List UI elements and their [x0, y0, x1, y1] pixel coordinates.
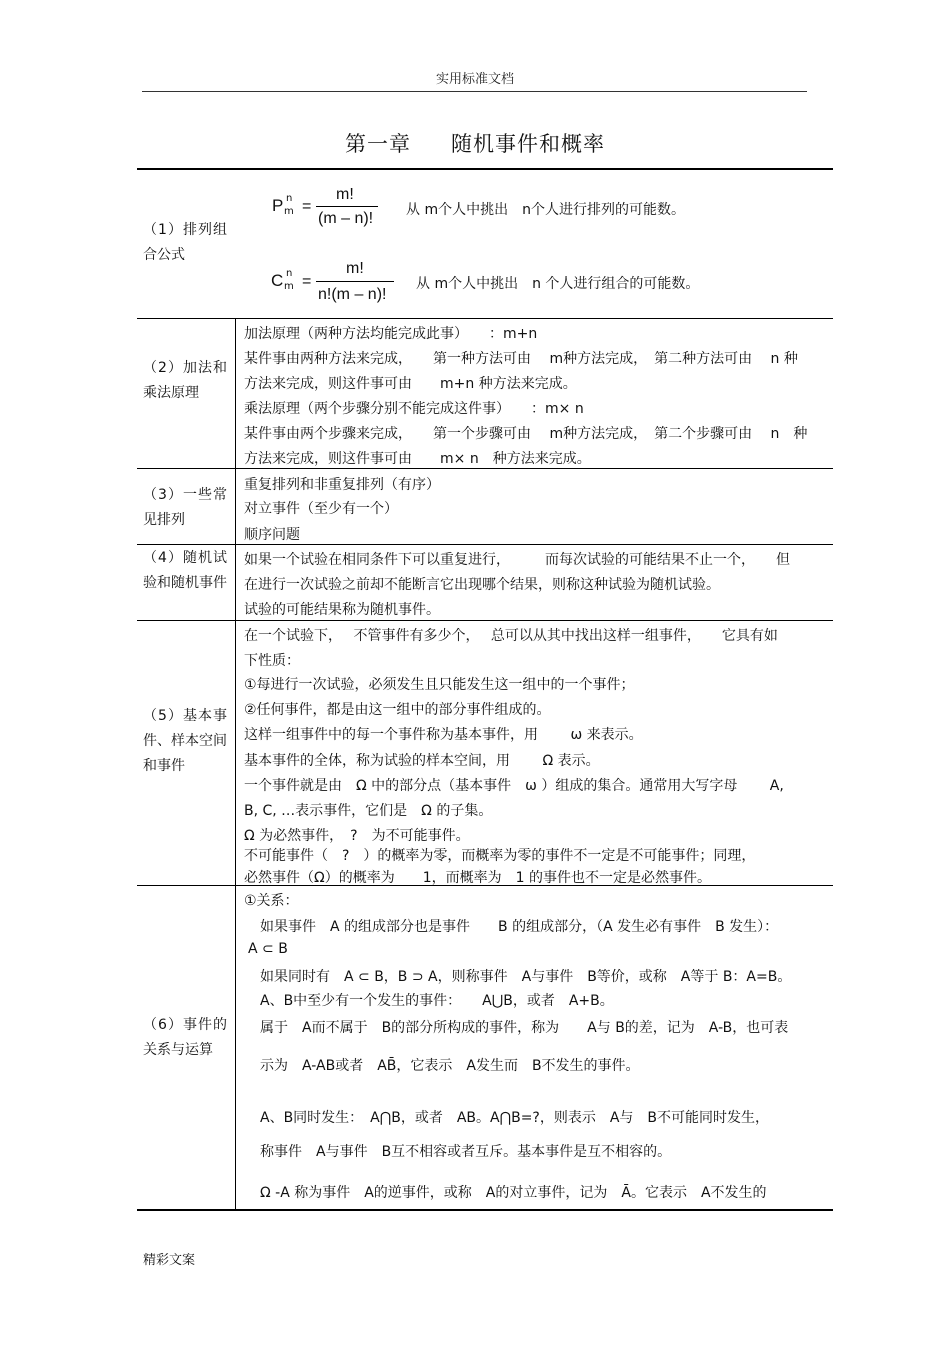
text-line: 某件事由两个步骤来完成， 第一个步骤可由 m种方法完成， 第二个步骤可由 n 种: [244, 426, 808, 442]
row-divider: [137, 318, 833, 319]
perm-equals: =: [302, 198, 312, 215]
column-divider: [235, 318, 236, 1210]
comb-denominator: n!(m – n)!: [318, 286, 387, 303]
text-line: 加法原理（两种方法均能完成此事） ：m+n: [244, 326, 538, 342]
text-line: 试验的可能结果称为随机事件。: [244, 602, 440, 618]
text-line: 称事件 A与事件 B互不相容或者互斥。基本事件是互不相容的。: [260, 1144, 672, 1160]
perm-numerator: m!: [336, 186, 354, 203]
text-line: Ω -A 称为事件 A的逆事件，或称 A的对立事件，记为 Ā。它表示 A不发生的: [260, 1185, 767, 1201]
text-line: 在一个试验下， 不管事件有多少个， 总可以从其中找出这样一组事件， 它具有如: [244, 628, 778, 644]
comb-equals: =: [302, 273, 312, 290]
perm-sub: m: [284, 206, 294, 217]
text-line: ①每进行一次试验，必须发生且只能发生这一组中的一个事件；: [244, 677, 635, 693]
section-label-4: （4）随机试验和随机事件: [143, 550, 227, 591]
perm-fraction-bar: [316, 206, 378, 207]
row-divider: [137, 544, 833, 545]
text-line: B, C, …表示事件，它们是 Ω 的子集。: [244, 803, 493, 819]
text-line: 乘法原理（两个步骤分别不能完成这件事） ：m× n: [244, 401, 584, 417]
table-top-rule: [137, 168, 833, 170]
comb-symbol: C: [271, 271, 284, 290]
comb-fraction-bar: [316, 281, 394, 282]
text-line: Ω 为必然事件， ? 为不可能事件。: [244, 828, 470, 844]
text-line: 不可能事件（ ? ）的概率为零，而概率为零的事件不一定是不可能事件；同理，: [244, 848, 756, 864]
page-footer: 精彩文案: [143, 1253, 196, 1268]
chapter-number: 第一章: [345, 132, 411, 156]
row-divider: [137, 620, 833, 621]
text-line: ①关系：: [244, 893, 299, 909]
text-line: A、B中至少有一个发生的事件： A⋃B，或者 A+B。: [260, 993, 614, 1009]
section-label-5: （5）基本事件、样本空间和事件: [143, 708, 227, 774]
text-line: 这样一组事件中的每一个事件称为基本事件，用 ω 来表示。: [244, 727, 643, 743]
section-label-6: （6）事件的关系与运算: [143, 1017, 227, 1058]
row-divider: [137, 468, 833, 469]
perm-sup: n: [286, 193, 293, 204]
comb-numerator: m!: [346, 260, 364, 277]
section-label-2: （2）加法和乘法原理: [143, 360, 227, 401]
perm-symbol: P: [272, 196, 284, 215]
comb-description: 从 m个人中挑出 n 个人进行组合的可能数。: [416, 276, 700, 292]
text-line: 属于 A而不属于 B的部分所构成的事件，称为 A与 B的差，记为 A-B，也可表: [260, 1020, 789, 1036]
header-rule: [142, 91, 807, 92]
chapter-name: 随机事件和概率: [451, 132, 605, 156]
text-line: 如果事件 A 的组成部分也是事件 B 的组成部分，（A 发生必有事件 B 发生）：: [260, 919, 779, 935]
text-line: 如果一个试验在相同条件下可以重复进行， 而每次试验的可能结果不止一个， 但: [244, 552, 790, 568]
text-line: A、B同时发生： A⋂B，或者 AB。A⋂B=?，则表示 A与 B不可能同时发生，: [260, 1110, 770, 1126]
text-line: 下性质：: [244, 653, 300, 669]
text-line: 方法来完成，则这件事可由 m× n 种方法来完成。: [244, 451, 591, 467]
text-line: 顺序问题: [244, 527, 300, 543]
chapter-title: [0, 128, 950, 158]
text-line: 一个事件就是由 Ω 中的部分点（基本事件 ω ）组成的集合。通常用大写字母 A,: [244, 778, 784, 794]
section-label-3: （3）一些常见排列: [143, 487, 227, 528]
text-line: 基本事件的全体，称为试验的样本空间，用 Ω 表示。: [244, 753, 600, 769]
comb-sub: m: [284, 281, 294, 292]
table-bottom-rule: [137, 1209, 833, 1211]
perm-description: 从 m个人中挑出 n个人进行排列的可能数。: [406, 202, 685, 218]
text-line: 示为 A-AB或者 AB̄，它表示 A发生而 B不发生的事件。: [260, 1058, 640, 1074]
text-line: ②任何事件，都是由这一组中的部分事件组成的。: [244, 702, 551, 718]
text-line: 某件事由两种方法来完成， 第一种方法可由 m种方法完成， 第二种方法可由 n 种: [244, 351, 798, 367]
text-line: 如果同时有 A ⊂ B，B ⊃ A，则称事件 A与事件 B等价，或称 A等于 B：A=B。: [260, 969, 792, 985]
text-line: 方法来完成，则这件事可由 m+n 种方法来完成。: [244, 376, 577, 392]
text-line: 必然事件（Ω）的概率为 1，而概率为 1 的事件也不一定是必然事件。: [244, 870, 711, 886]
text-line: A ⊂ B: [248, 941, 288, 957]
section-label-1: （1）排列组合公式: [143, 222, 227, 263]
comb-sup: n: [286, 268, 293, 279]
text-line: 对立事件（至少有一个）: [244, 501, 398, 517]
text-line: 重复排列和非重复排列（有序）: [244, 477, 440, 493]
page-header: 实用标准文档: [435, 72, 514, 87]
text-line: 在进行一次试验之前却不能断言它出现哪个结果，则称这种试验为随机试验。: [244, 577, 720, 593]
perm-denominator: (m – n)!: [318, 210, 374, 227]
